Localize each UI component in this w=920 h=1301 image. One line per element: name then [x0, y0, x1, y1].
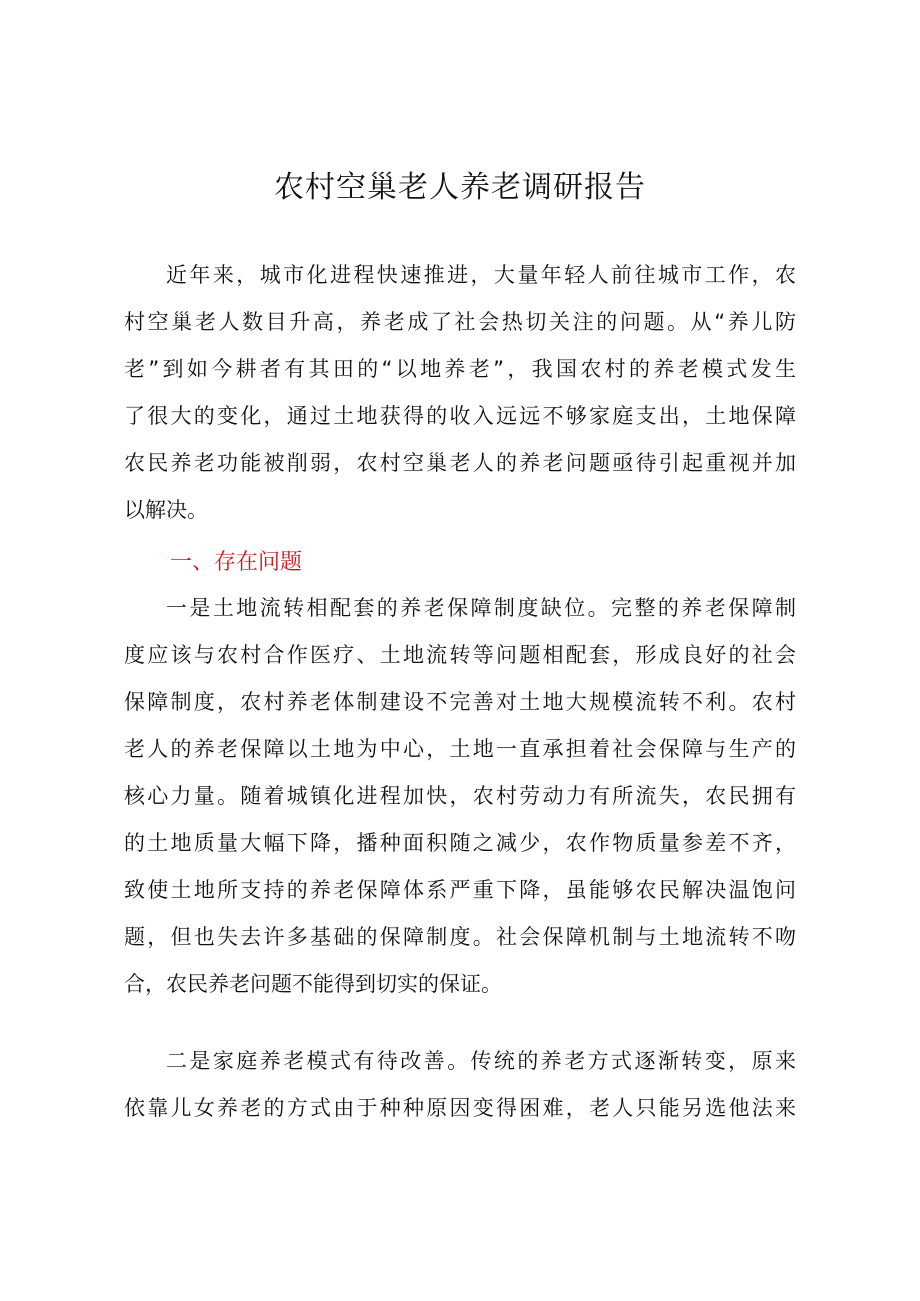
document-title: 农村空巢老人养老调研报告 — [274, 170, 646, 205]
intro-line-4: 了很大的变化，通过土地获得的收入远远不够家庭支出，土地保障 — [124, 404, 796, 428]
intro-line-6: 以解决。 — [124, 498, 208, 522]
intro-line-1: 近年来，城市化进程快速推进，大量年轻人前往城市工作，农 — [166, 263, 796, 287]
para1-line-9: 合，农民养老问题不能得到切实的保证。 — [124, 972, 502, 996]
para1-line-1: 一是土地流转相配套的养老保障制度缺位。完整的养老保障制 — [166, 596, 796, 620]
intro-line-3: 老”到如今耕者有其田的“以地养老”，我国农村的养老模式发生 — [124, 357, 796, 381]
para1-line-5: 核心力量。随着城镇化进程加快，农村劳动力有所流失，农民拥有 — [124, 784, 796, 808]
para1-line-6: 的土地质量大幅下降，播种面积随之减少，农作物质量参差不齐， — [124, 831, 796, 855]
para1-line-3: 保障制度，农村养老体制建设不完善对土地大规模流转不利。农村 — [124, 690, 796, 714]
para2-line-2: 依靠儿女养老的方式由于种种原因变得困难，老人只能另选他法来 — [124, 1096, 796, 1120]
intro-line-5: 农民养老功能被削弱，农村空巢老人的养老问题亟待引起重视并加 — [124, 451, 796, 475]
intro-line-2: 村空巢老人数目升高，养老成了社会热切关注的问题。从“养儿防 — [124, 310, 796, 334]
section-heading-problems: 一、存在问题 — [170, 550, 303, 575]
para1-line-2: 度应该与农村合作医疗、土地流转等问题相配套，形成良好的社会 — [124, 643, 796, 667]
para2-line-1: 二是家庭养老模式有待改善。传统的养老方式逐渐转变，原来 — [166, 1049, 796, 1073]
para1-line-8: 题，但也失去许多基础的保障制度。社会保障机制与土地流转不吻 — [124, 925, 796, 949]
para1-line-7: 致使土地所支持的养老保障体系严重下降，虽能够农民解决温饱问 — [124, 878, 796, 902]
para1-line-4: 老人的养老保障以土地为中心，土地一直承担着社会保障与生产的 — [124, 737, 796, 761]
